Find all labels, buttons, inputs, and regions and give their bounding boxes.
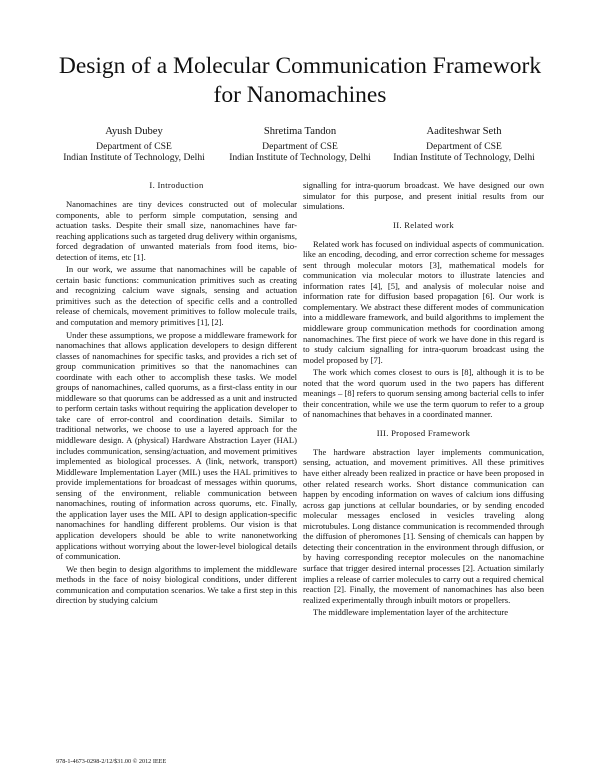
section-heading-related-work: II. Related work: [393, 219, 454, 230]
right-column: [303, 180, 544, 620]
intro-paragraph-1: Nanomachines are tiny devices constructed out of molecular components, able to perform simple computation, sensing and actuation tasks. Despite their small size, nanomachines have far-reaching applications such as targeted drug delivery within organisms, forced degradation of unwanted materials from food items, bio-detection of items, etc [1].: [56, 199, 297, 262]
author-inst: Indian Institute of Technology, Delhi: [229, 152, 371, 164]
author-name: Shretima Tandon: [263, 126, 337, 137]
section-heading-introduction: I. Introduction: [149, 180, 204, 190]
author-3: [364, 126, 564, 164]
related-paragraph-1: Related work has focused on individual aspects of communication. like an encoding, decoding, and error correction scheme for messages sent through molecular motors [3], mathematical models for communication via molecular motors to illustrate latencies and information rates [4], [5], and analysis of molecular noise and information rate for diffusion based propagation [6]. Our work is complementary. We abstract these different modes of communication into a middleware framework, and build algorithms to implement the middleware group communication methods for coordination among nanomachines. The first piece of work we have done in this regard is to study calcium signalling for intra-quorum broadcast using the model proposed by [7].: [303, 238, 544, 365]
framework-paragraph-2: The middleware implementation layer of the architecture: [313, 607, 509, 618]
author-inst: Indian Institute of Technology, Delhi: [63, 152, 205, 164]
author-name: Ayush Dubey: [105, 126, 163, 137]
paper-title: [40, 52, 560, 110]
author-dept: Department of CSE: [96, 140, 172, 152]
related-paragraph-2: The work which comes closest to ours is [8], although it is to be noted that the word quorum used in the two papers has different meanings – [8] refers to quorum sensing among bacterial cells to infer their concentration, while we use the term quorum to refer to a group of nanomachines that behaves in a coordinated manner.: [303, 367, 544, 420]
intro-paragraph-2: In our work, we assume that nanomachines will be capable of certain basic functions: communication primitives such as creating and recognizing calcium wave signals, sensing and actuation primitives such as the detection of specific cells and a controlled release of chemicals, movement primitives to follow molecule trails, and computation and memory primitives [1], [2].: [56, 264, 297, 328]
title-line-1: Design of a Molecular Communication Framework: [58, 53, 542, 79]
title-line-2: for Nanomachines: [213, 82, 387, 108]
author-dept: Department of CSE: [426, 140, 502, 152]
author-dept: Department of CSE: [262, 140, 338, 152]
section-heading-proposed-framework: III. Proposed Framework: [376, 427, 471, 438]
intro-paragraph-continued: signalling for intra-quorum broadcast. We have designed our own simulator for this purpose, and present initial results from our simulations.: [303, 180, 544, 212]
left-column: [56, 180, 297, 608]
framework-paragraph-1: The hardware abstraction layer implements communication, sensing, actuation, and movement primitives. All these primitives have either already been realized in practice or have been proposed in other related research works. Short distance communication can happen by encoding information on waves of calcium ions diffusing across gap junctions at cellular boundaries, or by sending encoded molecular messages enclosed in vesicles traveling along microtubules. Long distance communication is recommended through the diffusion of pheromones [1]. Sensing of chemicals can happen by detecting their concentration in the environment through diffusion, or by having corresponding receptor molecules on the nanomachine surface that trigger desired internal processes [2]. Actuation similarly implies a release of carrier molecules to carry out a required chemical reaction [2]. Finally, the movement of nanomachines has also been realized experimentally through inbuilt motors or propellers.: [303, 446, 544, 605]
intro-paragraph-3: Under these assumptions, we propose a middleware framework for nanomachines that allows application developers to design different classes of nanomachines for specific tasks, and provides a rich set of group communication primitives so that the nanomachines can coordinate with each other to accomplish these tasks. We model groups of nanomachines, called quorums, as a first-class entity in our middleware so that quorums can be addressed as a unit and instructed to perform certain tasks without requiring the application developer to take care of error-control and coordination details. Similar to traditional networks, we choose to use a layered approach for the middleware design. A (physical) Hardware Abstraction Layer (HAL) includes communication, sensing/actuation, and movement primitives implemented as biological processes. A (link, network, transport) Middleware Implementation Layer (MIL) uses the HAL primitives to provide implementations for broadcast of messages within quorums, sensing of the environment, reliable communication between nanomachines, routing of information across quorums, etc. Finally, the application layer uses the MIL API to design application-specific nanomachines for handling different problems. Our vision is that application developers should be able to write nanonetworking applications without worrying about the lower-level biological details of communication.: [56, 329, 297, 562]
copyright-footer: 978-1-4673-0298-2/12/$31.00 © 2012 IEEE: [56, 758, 167, 765]
intro-paragraph-4: We then begin to design algorithms to implement the middleware methods in the face of noisy biological conditions, under different communication and computation scenarios. We take a first step in this direction by studying calcium: [56, 563, 297, 606]
author-inst: Indian Institute of Technology, Delhi: [393, 152, 535, 164]
author-name: Aaditeshwar Seth: [426, 126, 502, 137]
